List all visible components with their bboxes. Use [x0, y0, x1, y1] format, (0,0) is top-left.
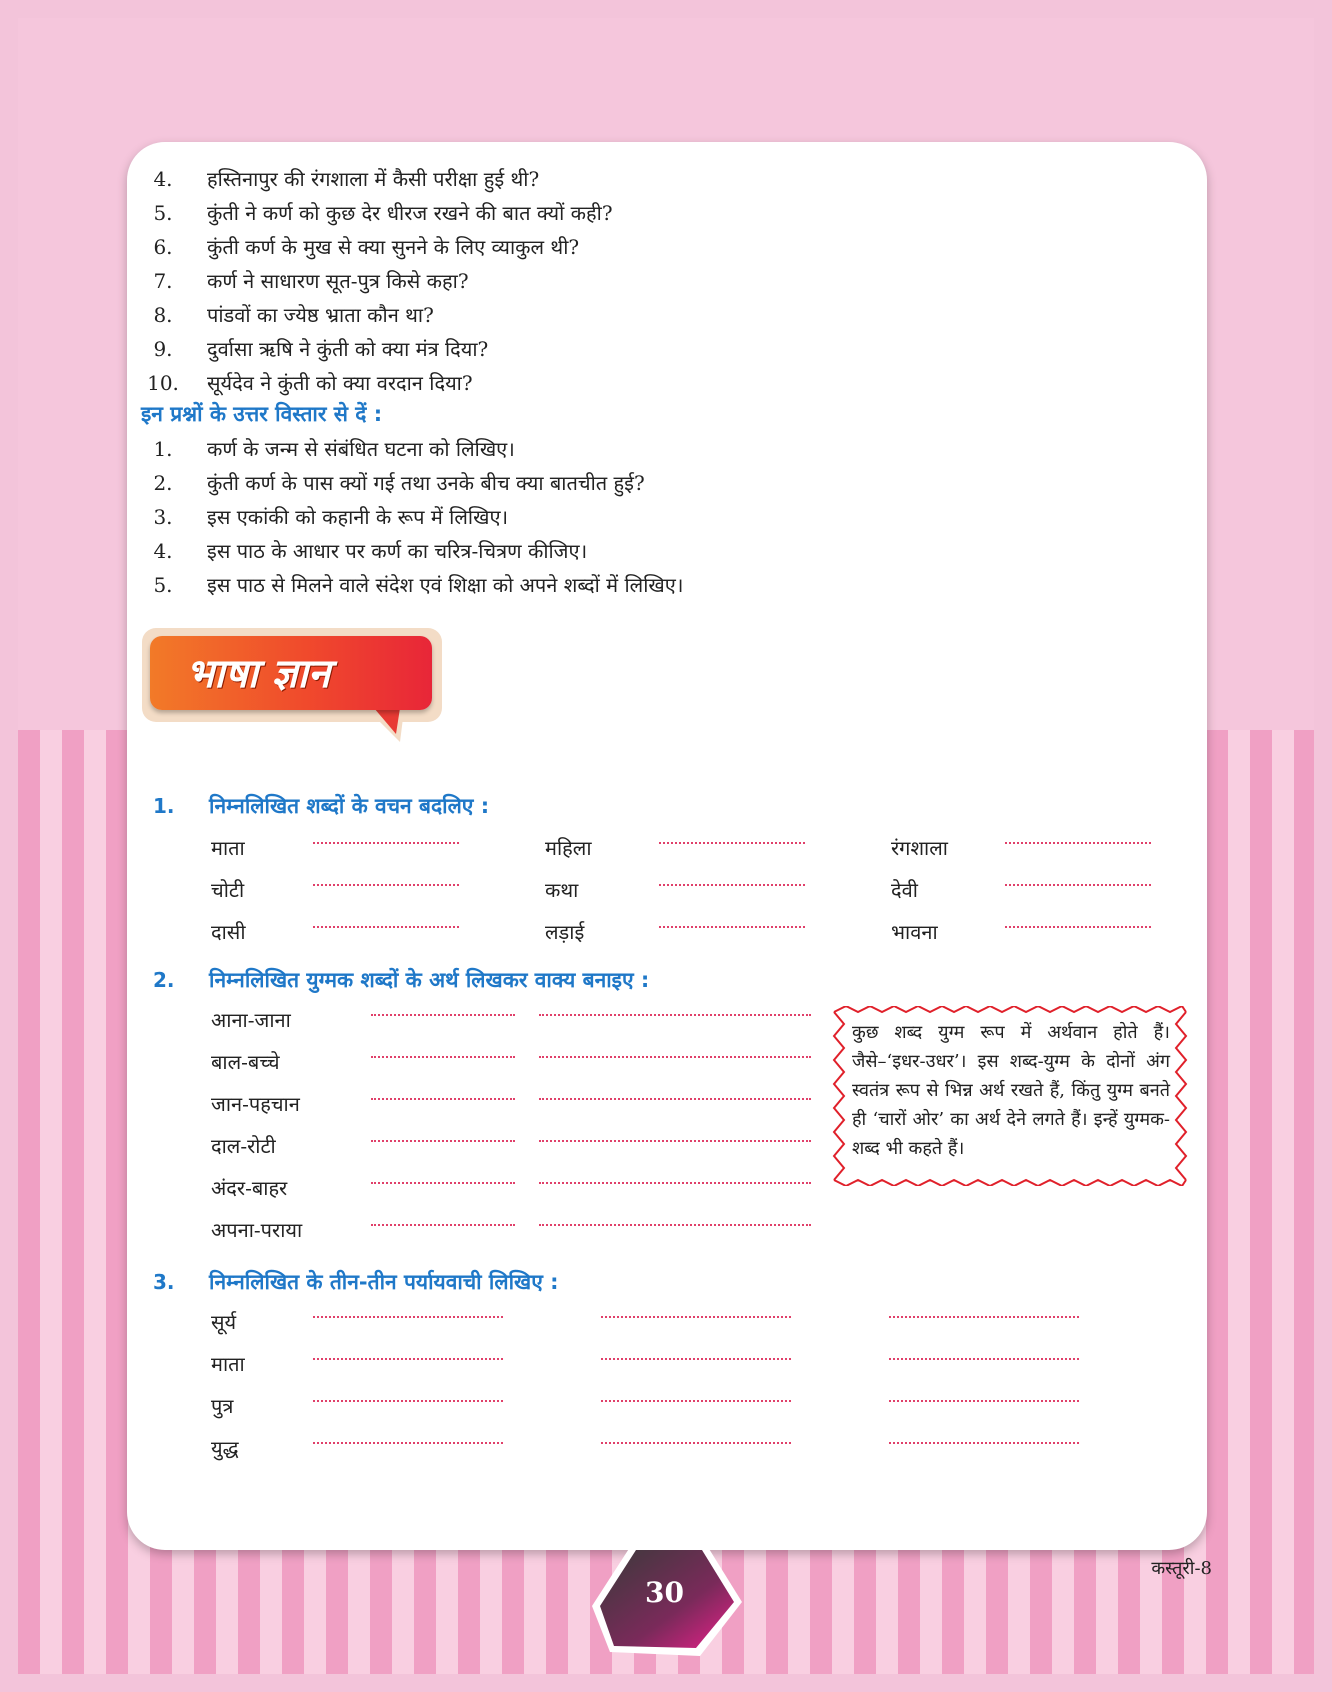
answer-blank[interactable]: [313, 884, 459, 886]
answer-blank[interactable]: [659, 884, 805, 886]
answer-blank[interactable]: [601, 1358, 791, 1360]
answer-blank[interactable]: [539, 1014, 811, 1016]
ex1-word: माता: [211, 836, 245, 860]
answer-blank[interactable]: [889, 1358, 1079, 1360]
ex2-word: अपना-पराया: [211, 1218, 303, 1242]
answer-blank[interactable]: [313, 1358, 503, 1360]
answer-blank[interactable]: [889, 1316, 1079, 1318]
exercise-2-number: 2.: [153, 968, 175, 992]
content-card: 4. हस्तिनापुर की रंगशाला में कैसी परीक्षा हुई थी? 5. कुंती ने कर्ण को कुछ देर धीरज रखने की बात क्यों कही? 6. कुंती कर्ण के मुख से क्या सुनने के लिए व्याकुल थी? 7. कर्ण ने साधारण सूत-पुत्र किसे कहा? 8. पांडवों का ज्येष्ठ भ्राता कौन था? 9. दुर्वासा ऋषि ने कुंती को क्या मंत्र दिया? 10. सूर्यदेव ने कुंती को क्या वरदान दिया? इन प्रश्नों के उत्तर विस्तार से दें : 1. कर्ण के जन्म से संबंधित घटना को लिखिए। 2. कुंती कर्ण के पास क्यों गई तथा उनके बीच क्या बातचीत हुई? 3. इस एकांकी को कहानी के रूप में लिखिए। 4. इस पाठ के आधार पर कर्ण का चरित्र-चित्रण कीजिए। 5. इस पाठ से मिलने वाले संदेश एवं शिक्षा को अपने शब्दों में लिखिए। 1. निम्नलिखित शब्दों के वचन बदलिए : माता महिला रंगशाला चोटी कथा देवी दासी लड़ाई भावना 2. निम्नलिखित युग्मक शब्दों के अर्थ लिखकर वाक्य बनाइए : आना-जाना बाल-बच्चे जान-पहचान दाल-रोटी अंदर-बाहर अपना-पराया 3. निम्नलिखित के तीन-तीन पर्यायवाची लिखिए : सूर्य माता पुत्र युद्ध: [127, 142, 1207, 1550]
exercise-1-title: निम्नलिखित शब्दों के वचन बदलिए :: [209, 794, 490, 818]
answer-blank[interactable]: [601, 1400, 791, 1402]
answer-blank[interactable]: [539, 1224, 811, 1226]
answer-blank[interactable]: [313, 842, 459, 844]
ex1-word: लड़ाई: [545, 920, 585, 944]
ex2-word: दाल-रोटी: [211, 1134, 276, 1158]
exercise-3-title: निम्नलिखित के तीन-तीन पर्यायवाची लिखिए :: [209, 1270, 559, 1294]
answer-blank[interactable]: [601, 1316, 791, 1318]
answer-blank[interactable]: [539, 1056, 811, 1058]
ex3-word: सूर्य: [211, 1310, 237, 1334]
exercise-3-number: 3.: [153, 1270, 175, 1294]
ex2-word: अंदर-बाहर: [211, 1176, 288, 1200]
ex1-word: कथा: [545, 878, 579, 902]
section-banner: [142, 622, 462, 732]
ex2-word: आना-जाना: [211, 1008, 291, 1032]
answer-blank[interactable]: [313, 926, 459, 928]
ex1-word: चोटी: [211, 878, 245, 902]
page-number: 30: [645, 1576, 684, 1609]
answer-blank[interactable]: [313, 1400, 503, 1402]
ex3-word: पुत्र: [211, 1394, 234, 1418]
answer-blank[interactable]: [659, 926, 805, 928]
answer-blank[interactable]: [1005, 884, 1151, 886]
answer-blank[interactable]: [539, 1098, 811, 1100]
exercise-2-title: निम्नलिखित युग्मक शब्दों के अर्थ लिखकर वाक्य बनाइए :: [209, 968, 650, 992]
answer-blank[interactable]: [659, 842, 805, 844]
ex2-word: बाल-बच्चे: [211, 1050, 280, 1074]
answer-blank[interactable]: [539, 1140, 811, 1142]
book-series-label: कस्तूरी-8: [1151, 1558, 1212, 1579]
answer-blank[interactable]: [539, 1182, 811, 1184]
answer-blank[interactable]: [889, 1442, 1079, 1444]
answer-blank[interactable]: [371, 1140, 515, 1142]
answer-blank[interactable]: [371, 1014, 515, 1016]
info-note-box: [830, 1006, 1190, 1186]
answer-blank[interactable]: [313, 1316, 503, 1318]
answer-blank[interactable]: [371, 1224, 515, 1226]
ex3-word: माता: [211, 1352, 245, 1376]
answer-blank[interactable]: [1005, 926, 1151, 928]
banner-title: भाषा ज्ञान: [186, 651, 331, 697]
answer-blank[interactable]: [601, 1442, 791, 1444]
ex3-word: युद्ध: [211, 1436, 239, 1460]
answer-blank[interactable]: [313, 1442, 503, 1444]
answer-blank[interactable]: [371, 1056, 515, 1058]
ex1-word: दासी: [211, 920, 246, 944]
ex1-word: रंगशाला: [891, 836, 948, 860]
answer-blank[interactable]: [371, 1182, 515, 1184]
answer-blank[interactable]: [889, 1400, 1079, 1402]
ex1-word: देवी: [891, 878, 918, 902]
ex2-word: जान-पहचान: [211, 1092, 300, 1116]
answer-blank[interactable]: [1005, 842, 1151, 844]
answer-blank[interactable]: [371, 1098, 515, 1100]
ex1-word: भावना: [891, 920, 938, 944]
ex1-word: महिला: [545, 836, 592, 860]
exercise-1-number: 1.: [153, 794, 175, 818]
long-answer-heading: इन प्रश्नों के उत्तर विस्तार से दें :: [141, 402, 383, 426]
note-text: कुछ शब्द युग्म रूप में अर्थवान होते हैं। जैसे–‘इधर-उधर’। इस शब्द-युग्म के दोनों अंग स्वतंत्र रूप से भिन्न अर्थ रखते हैं, किंतु युग्म बनते ही ‘चारों ओर’ का अर्थ देने लगते हैं। इन्हें युग्मक-शब्द भी कहते हैं।: [852, 1022, 1170, 1159]
